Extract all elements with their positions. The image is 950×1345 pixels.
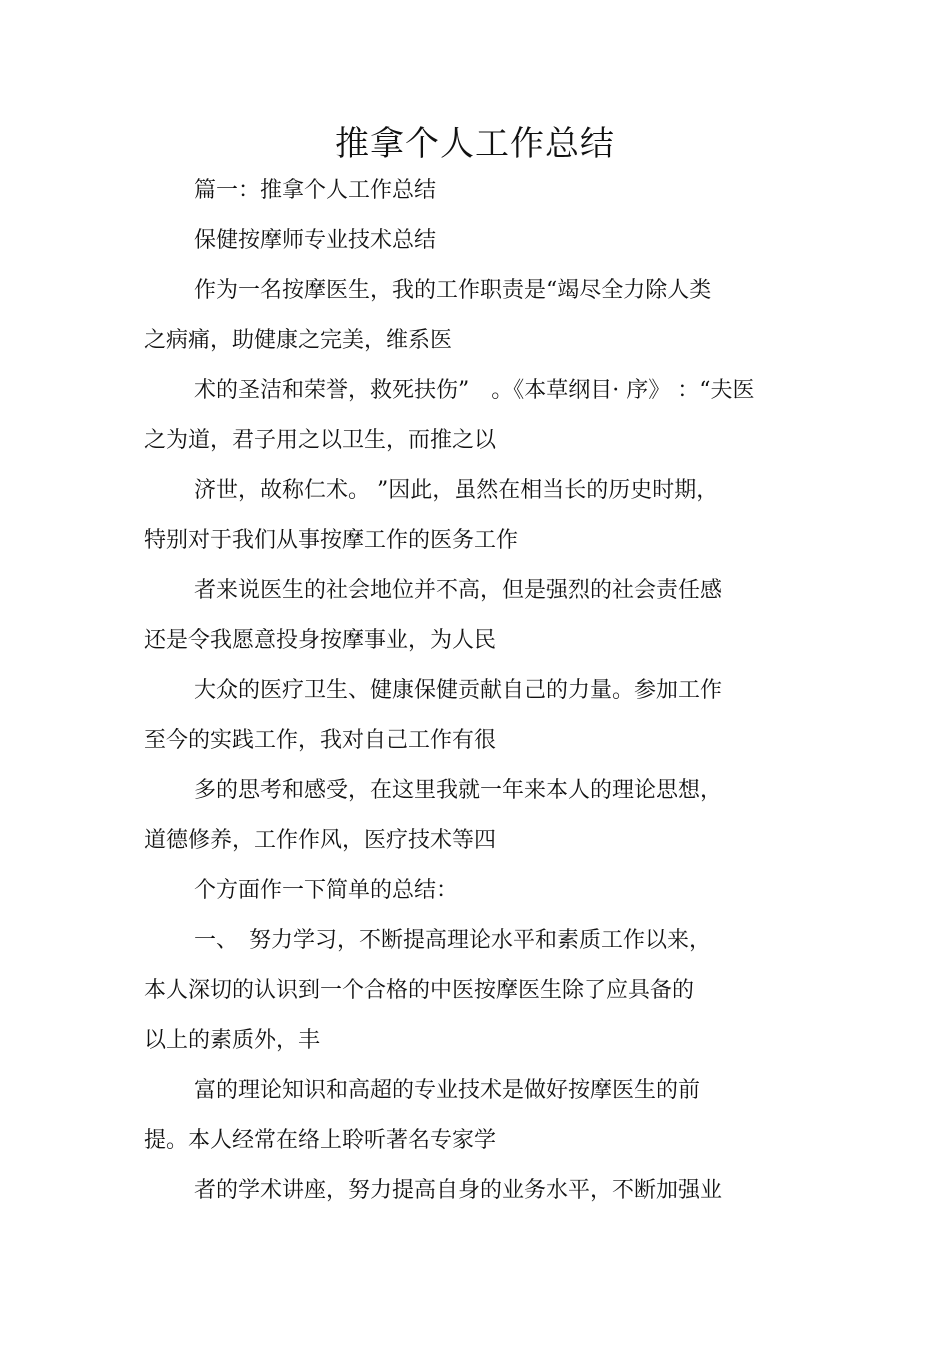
paragraph-line: 者来说医生的社会地位并不高，但是强烈的社会责任感 — [194, 578, 723, 603]
paragraph-line: 作为一名按摩医生，我的工作职责是“竭尽全力除人类 — [194, 278, 712, 303]
subsection-heading: 保健按摩师专业技术总结 — [194, 228, 437, 253]
paragraph-line: 还是令我愿意投身按摩事业，为人民 — [144, 628, 497, 653]
paragraph-line: 之病痛，助健康之完美，维系医 — [144, 328, 453, 353]
paragraph-line: 道德修养，工作作风，医疗技术等四 — [144, 828, 497, 853]
section-heading: 篇一：推拿个人工作总结 — [194, 178, 437, 203]
paragraph-line: 大众的医疗卫生、健康保健贡献自己的力量。参加工作 — [194, 678, 723, 703]
paragraph-line: 者的学术讲座，努力提高自身的业务水平，不断加强业 — [194, 1178, 723, 1203]
paragraph-line: 特别对于我们从事按摩工作的医务工作 — [144, 528, 519, 553]
paragraph-line: 济世，故称仁术。 ”因此，虽然在相当长的历史时期， — [194, 478, 719, 503]
paragraph-line: 术的圣洁和荣誉，救死扶伤” 。《本草纲目· 序》 ：“夫医 — [194, 378, 755, 403]
paragraph-line: 多的思考和感受，在这里我就一年来本人的理论思想， — [194, 778, 723, 803]
paragraph-line: 提。本人经常在络上聆听著名专家学 — [144, 1128, 497, 1153]
paragraph-line: 一、 努力学习，不断提高理论水平和素质工作以来， — [194, 928, 712, 953]
paragraph-line: 至今的实践工作，我对自己工作有很 — [144, 728, 497, 753]
paragraph-line: 富的理论知识和高超的专业技术是做好按摩医生的前 — [194, 1078, 701, 1103]
paragraph-line: 个方面作一下简单的总结： — [194, 878, 459, 903]
paragraph-line: 之为道，君子用之以卫生，而推之以 — [144, 428, 497, 453]
paragraph-line: 本人深切的认识到一个合格的中医按摩医生除了应具备的 — [144, 978, 695, 1003]
document-title: 推拿个人工作总结 — [335, 124, 615, 164]
paragraph-line: 以上的素质外，丰 — [144, 1028, 321, 1053]
